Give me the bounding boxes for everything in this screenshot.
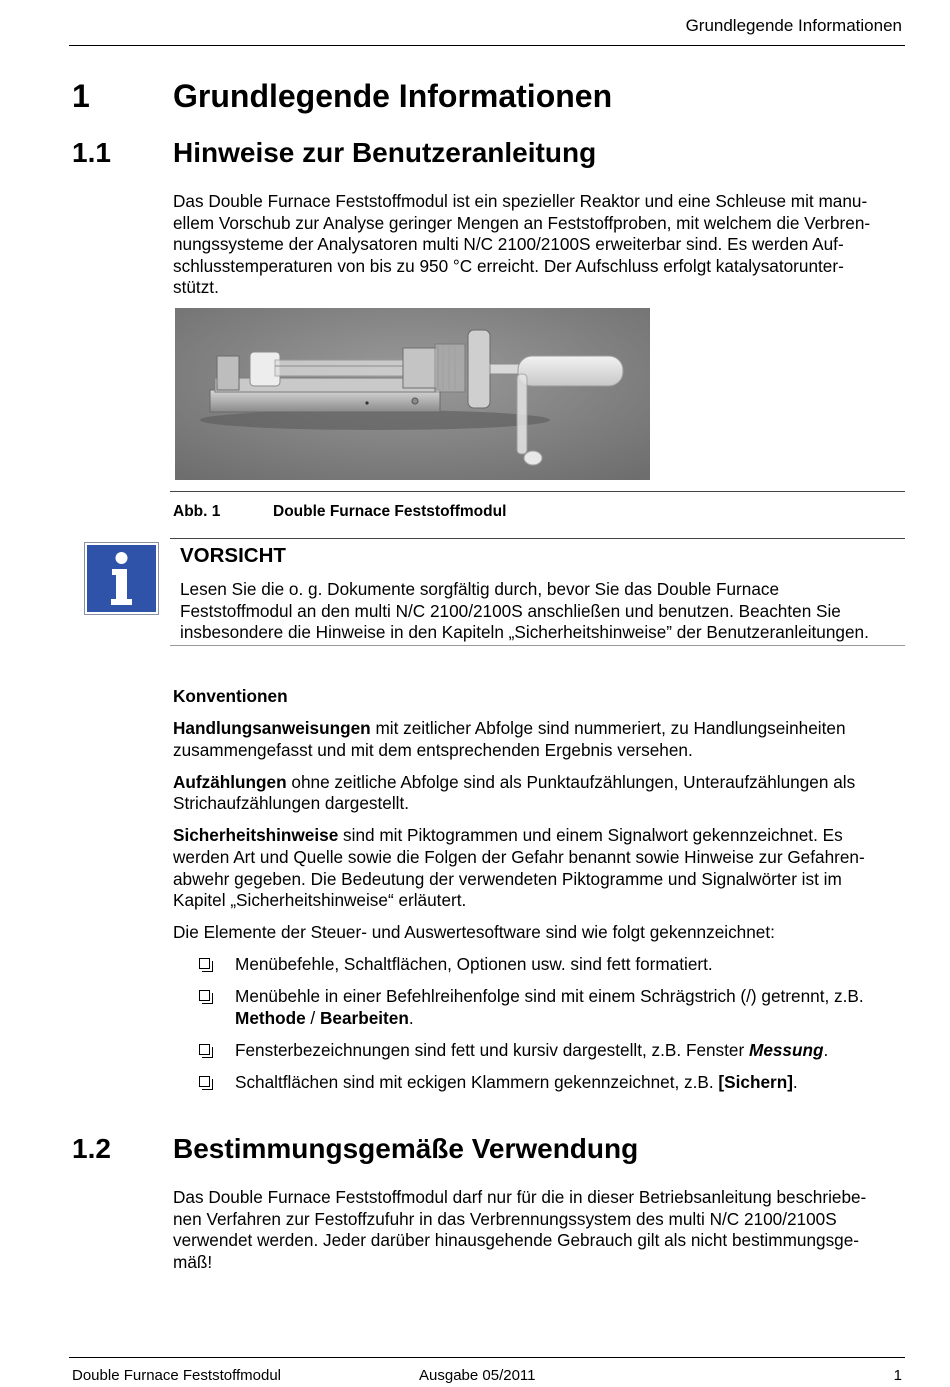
header-rule [69, 45, 905, 46]
text-line: ellem Vorschub zur Analyse geringer Mengen an Feststoffproben, mit welchem die Verbren- [173, 212, 871, 233]
bullet-list [173, 954, 898, 1093]
bold-term: Sicherheitshinweise [173, 825, 339, 846]
text-line: insbesondere die Hinweise in den Kapiteln „Sicherheitshinweise” der Benutzeranleitungen. [180, 622, 869, 642]
text-line: schlusstemperaturen von bis zu 950 °C erreicht. Der Aufschluss erfolgt katalysatorunter- [173, 255, 844, 276]
running-header: Grundlegende Informationen [685, 16, 902, 35]
convention-paragraph: Sicherheitshinweise sind mit Piktogrammen und einem Signalwort gekennzeichnet. Es werden Art und Quelle sowie die Folgen der Gefahr benannt sowie Hinweise zur Gefahren-abwehr gegeben. Die Bedeutung der verwendeten Piktogramme und Signalwörter ist im Kapitel „Sicherheitshinweise“ erläutert. [173, 825, 865, 911]
chapter-number: 1 [72, 78, 90, 114]
text-line: verwendet werden. Jeder darüber hinausgehende Gebrauch gilt als nicht bestimmungsge- [173, 1230, 859, 1251]
figure-caption: Double Furnace Feststoffmodul [273, 503, 507, 520]
bold-term: Aufzählungen [173, 771, 287, 792]
notice-rule [170, 645, 905, 646]
bold-term: Handlungsanweisungen [173, 718, 371, 738]
conventions-heading: Konventionen [173, 686, 288, 706]
text-line: Das Double Furnace Feststoffmodul ist ein spezieller Reaktor und eine Schleuse mit manu- [173, 191, 868, 211]
text-line: stützt. [173, 277, 219, 298]
caption-rule-top [170, 491, 905, 492]
list-item: Schaltflächen sind mit eckigen Klammern gekennzeichnet, z.B. [Sichern]. [173, 1072, 898, 1094]
chapter-title: Grundlegende Informationen [173, 78, 613, 114]
list-item: Menübefehle, Schaltflächen, Optionen usw. sind fett formatiert. [173, 954, 898, 976]
product-photo [175, 308, 650, 480]
caption-rule-bottom [170, 538, 905, 539]
info-icon [84, 542, 159, 615]
checkbox-bullet-icon [199, 1076, 210, 1087]
figure-label: Abb. 1 [173, 503, 221, 520]
convention-paragraph: Die Elemente der Steuer- und Auswertesoftware sind wie folgt gekennzeichnet: [173, 922, 775, 943]
convention-paragraph: Handlungsanweisungen mit zeitlicher Abfolge sind nummeriert, zu Handlungseinheiten zusammengefasst und mit dem entsprechenden Ergebnis versehen. [173, 718, 846, 760]
list-item: Menübehle in einer Befehlreihenfolge sind mit einem Schrägstrich (/) getrennt, z.B. Methode / Bearbeiten. [173, 986, 898, 1029]
notice-heading: VORSICHT [180, 544, 286, 567]
section-number: 1.2 [72, 1133, 111, 1164]
text-line: mäß! [173, 1251, 213, 1272]
text-line: nungssysteme der Analysatoren multi N/C 2100/2100S erweiterbar sind. Es werden Auf- [173, 234, 844, 255]
checkbox-bullet-icon [199, 990, 210, 1001]
text-line: Feststoffmodul an den multi N/C 2100/2100S anschließen und benutzen. Beachten Sie [180, 600, 841, 621]
text-line: nen Verfahren zur Festoffzufuhr in das Verbrennungssystem des multi N/C 2100/2100S [173, 1208, 837, 1229]
intro-paragraph [173, 191, 898, 299]
checkbox-bullet-icon [199, 1044, 210, 1055]
section-title: Bestimmungsgemäße Verwendung [173, 1133, 639, 1164]
text-line: Das Double Furnace Feststoffmodul darf nur für die in dieser Betriebsanleitung beschriebe- [173, 1187, 867, 1207]
text-line: Lesen Sie die o. g. Dokumente sorgfältig durch, bevor Sie das Double Furnace [180, 579, 780, 599]
footer-rule [69, 1357, 905, 1358]
convention-paragraph: Aufzählungen ohne zeitliche Abfolge sind als Punktaufzählungen, Unteraufzählungen als Strichaufzählungen dargestellt. [173, 771, 856, 814]
section-title: Hinweise zur Benutzeranleitung [173, 137, 597, 168]
section-number: 1.1 [72, 137, 111, 168]
notice-text [180, 579, 900, 644]
checkbox-bullet-icon [199, 958, 210, 969]
list-item: Fensterbezeichnungen sind fett und kursiv dargestellt, z.B. Fenster Messung. [173, 1040, 898, 1062]
page-number: 1 [893, 1367, 902, 1384]
footer-edition: Ausgabe 05/2011 [419, 1367, 536, 1384]
conventions-body [173, 718, 898, 1104]
usage-paragraph [173, 1187, 898, 1273]
footer-doc-title: Double Furnace Feststoffmodul [72, 1367, 281, 1384]
